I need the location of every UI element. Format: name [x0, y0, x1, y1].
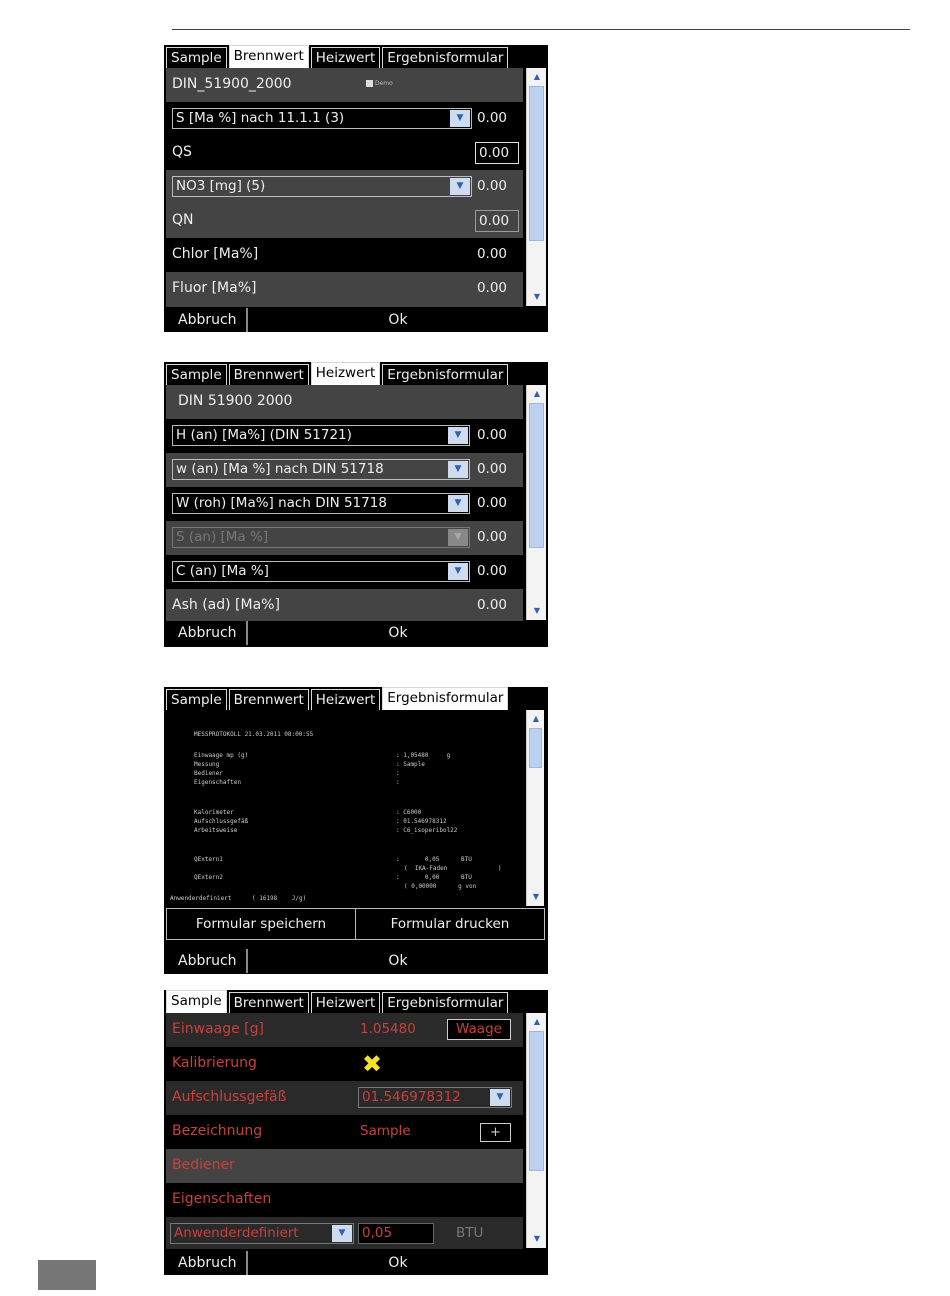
- list-item: [166, 170, 523, 204]
- qs-input[interactable]: 0.00: [475, 142, 519, 164]
- scroll-up-icon[interactable]: ▲: [528, 70, 546, 84]
- report-label: Einwaage mp (g): [194, 752, 249, 759]
- scrollbar[interactable]: [526, 710, 544, 906]
- content-area: [166, 385, 523, 621]
- scroll-thumb[interactable]: [529, 86, 544, 241]
- report-value: : 1,05480 g: [396, 752, 451, 759]
- anwenderdefiniert-combo[interactable]: [170, 1223, 354, 1244]
- eigenschaften-label: Eigenschaften: [172, 1191, 272, 1207]
- list-item: [166, 1047, 523, 1081]
- tab-bar: [164, 687, 520, 710]
- chevron-down-icon: ▼: [448, 529, 468, 546]
- tab-brennwert[interactable]: Brennwert: [229, 992, 309, 1013]
- einwaage-label: Einwaage [g]: [172, 1021, 264, 1037]
- scrollbar[interactable]: [526, 1013, 546, 1248]
- report-value: : 0,05 BTU: [396, 856, 472, 863]
- chevron-down-icon[interactable]: ▼: [448, 563, 468, 580]
- s-combo[interactable]: [172, 108, 472, 129]
- combo-label: W (roh) [Ma%] nach DIN 51718: [176, 495, 387, 511]
- fluor-label: Fluor [Ma%]: [172, 280, 257, 296]
- chevron-down-icon[interactable]: ▼: [450, 110, 470, 127]
- report-value: ( 16198 J/g): [252, 895, 307, 902]
- content-area: [166, 710, 546, 942]
- scroll-down-icon[interactable]: ▼: [528, 890, 544, 904]
- title-row: [166, 68, 523, 102]
- button-bar: [164, 308, 548, 332]
- list-item: [166, 453, 523, 487]
- tab-bar: [164, 990, 520, 1013]
- dialog-sample: [164, 990, 548, 1275]
- combo-label: S (an) [Ma %]: [176, 529, 269, 545]
- no3-combo[interactable]: [172, 176, 472, 197]
- scroll-up-icon[interactable]: ▲: [528, 1015, 546, 1029]
- h-combo[interactable]: [172, 425, 470, 446]
- title-row: [166, 385, 523, 419]
- w-roh-combo[interactable]: [172, 493, 470, 514]
- list-item: [166, 102, 523, 136]
- tab-sample[interactable]: Sample: [166, 689, 227, 710]
- s-an-value: 0.00: [476, 529, 507, 545]
- bezeichnung-value: Sample: [360, 1123, 411, 1139]
- tab-ergebnisformular[interactable]: Ergebnisformular: [382, 687, 508, 710]
- c-an-combo[interactable]: [172, 561, 470, 582]
- report-preview: [166, 710, 521, 907]
- list-item: [166, 1115, 523, 1149]
- qn-input[interactable]: 0.00: [475, 210, 519, 232]
- chlor-label: Chlor [Ma%]: [172, 246, 259, 262]
- scroll-down-icon[interactable]: ▼: [528, 1232, 546, 1246]
- report-value: :: [396, 779, 400, 786]
- chevron-down-icon[interactable]: ▼: [490, 1089, 510, 1106]
- list-item: [166, 487, 523, 521]
- combo-label: S [Ma %] nach 11.1.1 (3): [176, 110, 345, 126]
- list-item: [166, 555, 523, 589]
- tab-bar: [164, 362, 520, 385]
- dialog-brennwert: [164, 45, 548, 332]
- scroll-up-icon[interactable]: ▲: [528, 712, 544, 726]
- qs-label: QS: [172, 144, 192, 160]
- report-value: : 01.546978312: [396, 818, 447, 825]
- report-label: Eigenschaften: [194, 779, 241, 786]
- bediener-label: Bediener: [172, 1157, 235, 1173]
- list-item: [166, 1183, 523, 1217]
- chevron-down-icon[interactable]: ▼: [448, 495, 468, 512]
- c-an-value: 0.00: [476, 563, 507, 579]
- tab-sample[interactable]: Sample: [166, 364, 227, 385]
- report-value: ( IKA-Faden ): [404, 865, 502, 872]
- dialog-heizwert: [164, 362, 548, 647]
- report-label: QExtern2: [194, 874, 223, 881]
- aufschlussgefaess-combo[interactable]: [358, 1087, 512, 1108]
- bezeichnung-label: Bezeichnung: [172, 1123, 263, 1139]
- scroll-thumb[interactable]: [529, 1031, 544, 1171]
- content-area: [166, 1013, 523, 1249]
- tab-brennwert[interactable]: Brennwert: [229, 364, 309, 385]
- kalibrierung-label: Kalibrierung: [172, 1055, 257, 1071]
- aufschlussgefaess-label: Aufschlussgefäß: [172, 1089, 287, 1105]
- list-item: [166, 204, 523, 238]
- scrollbar[interactable]: [526, 385, 546, 620]
- list-item: [166, 589, 523, 621]
- scroll-thumb[interactable]: [529, 728, 542, 768]
- scrollbar[interactable]: [526, 68, 546, 306]
- tab-heizwert[interactable]: Heizwert: [311, 362, 380, 385]
- qn-label: QN: [172, 212, 194, 228]
- cancel-button[interactable]: Abbruch: [164, 1251, 248, 1275]
- report-value: : C6000: [396, 809, 422, 816]
- tab-ergebnisformular[interactable]: Ergebnisformular: [382, 364, 508, 385]
- tab-heizwert[interactable]: Heizwert: [311, 689, 380, 710]
- report-value: :: [396, 770, 400, 777]
- report-label: Messung: [194, 761, 220, 768]
- w-an-combo[interactable]: [172, 459, 470, 480]
- content-area: [166, 68, 523, 307]
- chevron-down-icon[interactable]: ▼: [332, 1225, 352, 1242]
- report-value: ( 0,00000 g von: [404, 883, 477, 890]
- scroll-up-icon[interactable]: ▲: [528, 387, 546, 401]
- tab-heizwert[interactable]: Heizwert: [311, 992, 380, 1013]
- button-bar: [164, 621, 548, 645]
- combo-label: Anwenderdefiniert: [174, 1225, 299, 1241]
- chevron-down-icon[interactable]: ▼: [448, 427, 468, 444]
- demo-label: Demo: [375, 80, 393, 87]
- report-label: Arbeitsweise: [194, 827, 238, 834]
- list-item: [166, 419, 523, 453]
- combo-label: w (an) [Ma %] nach DIN 51718: [176, 461, 384, 477]
- tab-brennwert[interactable]: Brennwert: [229, 45, 309, 68]
- report-label: Anwenderdefiniert: [170, 895, 232, 902]
- ash-value: 0.00: [476, 597, 507, 613]
- print-form-button[interactable]: Formular drucken: [355, 908, 545, 940]
- list-item: [166, 1081, 523, 1115]
- list-item: [166, 521, 523, 555]
- chevron-down-icon[interactable]: ▼: [448, 461, 468, 478]
- page-number-tab: [38, 1260, 96, 1290]
- method-title: DIN 51900 2000: [178, 393, 293, 409]
- ok-button[interactable]: Ok: [388, 953, 408, 969]
- tab-heizwert[interactable]: Heizwert: [311, 47, 380, 68]
- list-item: [166, 136, 523, 170]
- button-bar: [164, 1251, 548, 1275]
- chlor-value: 0.00: [476, 246, 507, 262]
- scroll-thumb[interactable]: [529, 403, 544, 548]
- ok-button[interactable]: Ok: [388, 625, 408, 641]
- tab-ergebnisformular[interactable]: Ergebnisformular: [382, 47, 508, 68]
- w-roh-value: 0.00: [476, 495, 507, 511]
- ash-label: Ash (ad) [Ma%]: [172, 597, 280, 613]
- x-mark-icon: ✖: [362, 1050, 383, 1078]
- list-item: [166, 1149, 523, 1183]
- report-label: Kalorimeter: [194, 809, 234, 816]
- tab-sample[interactable]: Sample: [166, 47, 227, 68]
- save-form-button[interactable]: Formular speichern: [166, 908, 356, 940]
- report-header: MESSPROTOKOLL 21.03.2011 08:00:55: [194, 731, 314, 738]
- report-value: : Sample: [396, 761, 425, 768]
- s-an-combo: [172, 527, 470, 548]
- w-an-value: 0.00: [476, 461, 507, 477]
- combo-label: H (an) [Ma%] (DIN 51721): [176, 427, 352, 443]
- checkbox-icon: [366, 80, 373, 87]
- fluor-value: 0.00: [476, 280, 507, 296]
- combo-label: NO3 [mg] (5): [176, 178, 266, 194]
- report-value: : C6_isoperibol22: [396, 827, 458, 834]
- list-item: [166, 238, 523, 272]
- tab-bar: [164, 45, 520, 68]
- tab-brennwert[interactable]: Brennwert: [229, 689, 309, 710]
- header-rule: [172, 29, 910, 30]
- chevron-down-icon[interactable]: ▼: [450, 178, 470, 195]
- cancel-button[interactable]: Abbruch: [164, 308, 248, 332]
- list-item: [166, 1013, 523, 1047]
- unit-label: BTU: [456, 1225, 484, 1241]
- s-value: 0.00: [476, 110, 507, 126]
- tab-sample[interactable]: Sample: [166, 990, 227, 1013]
- ok-button[interactable]: Ok: [388, 1255, 408, 1271]
- combo-label: 01.546978312: [362, 1089, 461, 1105]
- report-value: : 0,00 BTU: [396, 874, 472, 881]
- einwaage-value: 1.05480: [360, 1021, 416, 1037]
- cancel-button[interactable]: Abbruch: [164, 621, 248, 645]
- ok-button[interactable]: Ok: [388, 312, 408, 328]
- combo-label: C (an) [Ma %]: [176, 563, 269, 579]
- add-button[interactable]: +: [480, 1123, 511, 1142]
- dialog-ergebnisformular: [164, 687, 548, 974]
- list-item: [166, 1217, 523, 1249]
- report-label: Aufschlussgefäß: [194, 818, 249, 825]
- scroll-down-icon[interactable]: ▼: [528, 604, 546, 618]
- report-label: QExtern1: [194, 856, 223, 863]
- cancel-button[interactable]: Abbruch: [164, 949, 248, 973]
- tab-ergebnisformular[interactable]: Ergebnisformular: [382, 992, 508, 1013]
- scroll-down-icon[interactable]: ▼: [528, 290, 546, 304]
- button-bar: [164, 949, 548, 973]
- method-title: DIN_51900_2000: [172, 76, 292, 92]
- waage-button[interactable]: Waage: [447, 1019, 511, 1040]
- anwender-input[interactable]: 0,05: [358, 1223, 434, 1244]
- demo-checkbox[interactable]: [366, 80, 393, 87]
- report-label: Bediener: [194, 770, 223, 777]
- list-item: [166, 272, 523, 306]
- no3-value: 0.00: [476, 178, 507, 194]
- h-value: 0.00: [476, 427, 507, 443]
